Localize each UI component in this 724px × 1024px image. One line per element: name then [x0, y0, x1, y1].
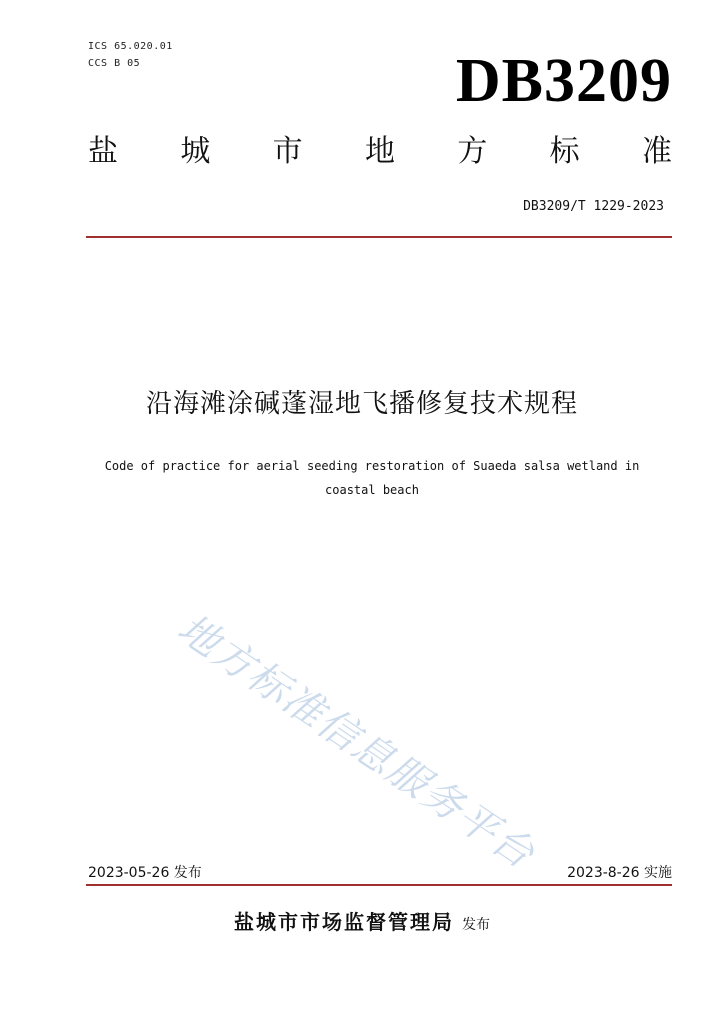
header-divider: [86, 236, 672, 238]
category-char: 盐: [88, 134, 118, 169]
db-standard-code: DB3209: [455, 47, 672, 115]
implement-date: 2023-8-26 实施: [567, 865, 672, 881]
document-title-chinese: 沿海滩涂碱蓬湿地飞播修复技术规程: [145, 389, 578, 419]
issuer-name: 盐城市市场监督管理局: [234, 910, 454, 934]
category-char: 城: [180, 134, 211, 169]
watermark: 地方标准信息服务平台: [169, 605, 544, 879]
category-char: 方: [457, 134, 488, 169]
ics-code: ICS 65.020.01: [88, 41, 173, 52]
standard-category: [88, 132, 672, 172]
ccs-code: CCS B 05: [88, 58, 141, 69]
category-char: 准: [641, 134, 672, 169]
category-char: 标: [549, 134, 580, 169]
document-title-english: Code of practice for aerial seeding restoration of Suaeda salsa wetland in coastal beach: [104, 459, 640, 497]
category-char: 市: [272, 134, 303, 169]
publish-date: 2023-05-26 发布: [88, 865, 202, 881]
footer-divider: [86, 884, 672, 886]
issuer-tag: 发布: [462, 917, 490, 933]
category-char: 地: [364, 134, 395, 169]
classification-codes: [88, 38, 173, 72]
standard-number: DB3209/T 1229-2023: [523, 199, 664, 214]
issuing-authority: [0, 906, 724, 935]
